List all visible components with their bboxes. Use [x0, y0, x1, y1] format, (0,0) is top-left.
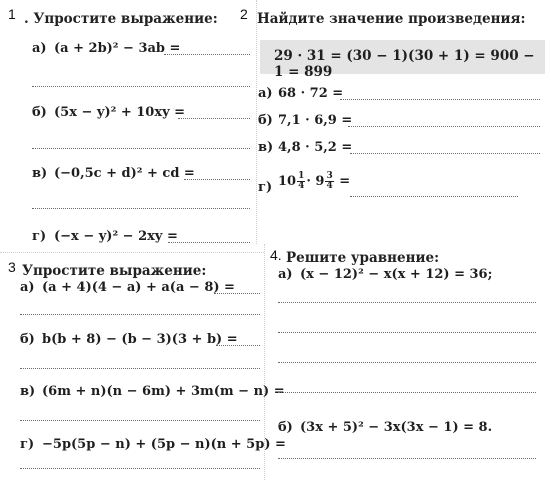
task-number: 4.	[270, 247, 282, 263]
item-label: в)	[258, 140, 274, 155]
item-expression: (a + 4)(4 − a) + a(a − 8) =	[42, 280, 235, 295]
answer-line[interactable]	[168, 242, 250, 243]
item-label: б)	[32, 105, 47, 120]
task-heading: Упростите выражение:	[22, 263, 207, 279]
item-expression: 7,1 · 6,9 =	[278, 113, 353, 128]
answer-line[interactable]	[32, 86, 250, 87]
answer-line[interactable]	[340, 99, 540, 100]
whole-part: 10	[278, 174, 297, 189]
item-label: в)	[32, 166, 48, 181]
item-label: в)	[20, 384, 36, 399]
answer-line[interactable]	[20, 420, 260, 421]
item-expression: (−0,5c + d)² + cd =	[54, 166, 195, 181]
item-label: б)	[258, 113, 273, 128]
answer-line[interactable]	[184, 179, 250, 180]
task-heading: Решите уравнение:	[286, 250, 440, 266]
mixed-number-expression	[278, 172, 350, 191]
item-expression: (5x − y)² + 10xy =	[54, 105, 186, 120]
fraction: $\frac{3}{4}$	[326, 171, 333, 191]
item-label: г)	[32, 229, 47, 244]
answer-line[interactable]	[164, 54, 250, 55]
item-expression: (a + 2b)² − 3ab =	[54, 41, 181, 56]
item-expression: (−x − y)² − 2xy =	[54, 229, 178, 244]
answer-line[interactable]	[350, 196, 518, 197]
item-label: б)	[20, 332, 35, 347]
item-label: г)	[258, 180, 273, 195]
answer-line[interactable]	[32, 148, 250, 149]
answer-line[interactable]	[216, 345, 260, 346]
answer-line[interactable]	[278, 332, 536, 333]
item-expression: 4,8 · 5,2 =	[278, 140, 353, 155]
answer-line[interactable]	[278, 392, 536, 393]
fraction: $\frac{1}{4}$	[298, 171, 305, 191]
answer-line[interactable]	[278, 362, 536, 363]
answer-line[interactable]	[32, 208, 250, 209]
answer-line[interactable]	[20, 368, 260, 369]
answer-line[interactable]	[178, 118, 250, 119]
task-heading: . Упростите выражение:	[24, 11, 218, 27]
item-label: а)	[278, 267, 293, 282]
task-number: 1	[8, 6, 16, 22]
item-expression: (6m + n)(n − 6m) + 3m(m − n) =	[42, 384, 285, 399]
answer-line[interactable]	[214, 293, 260, 294]
answer-line[interactable]	[278, 302, 536, 303]
item-label: а)	[258, 86, 273, 101]
item-expression: (x − 12)² − x(x + 12) = 36;	[300, 267, 493, 282]
item-expression: b(b + 8) − (b − 3)(3 + b) =	[42, 332, 238, 347]
item-label: а)	[32, 41, 47, 56]
answer-line[interactable]	[350, 153, 540, 154]
equals-sign: =	[339, 174, 351, 189]
task-number: 3	[8, 259, 16, 275]
task-heading: Найдите значение произведения:	[257, 11, 526, 27]
multiplier: · 9	[306, 174, 325, 189]
item-expression: −5p(5p − n) + (5p − n)(n + 5p) =	[42, 437, 286, 452]
row-divider	[0, 252, 264, 254]
item-label: б)	[278, 420, 293, 435]
answer-line[interactable]	[278, 458, 536, 459]
answer-line[interactable]	[20, 468, 260, 469]
answer-line[interactable]	[348, 126, 540, 127]
item-label: а)	[20, 280, 35, 295]
example-expression: 29 · 31 = (30 − 1)(30 + 1) = 900 − 1 = 899	[274, 48, 535, 80]
item-label: г)	[20, 437, 35, 452]
item-expression: 68 · 72 =	[278, 86, 344, 101]
answer-line[interactable]	[20, 314, 260, 315]
task-number: 2	[240, 6, 248, 22]
item-expression: (3x + 5)² − 3x(3x − 1) = 8.	[300, 420, 493, 435]
example-box	[260, 40, 545, 80]
